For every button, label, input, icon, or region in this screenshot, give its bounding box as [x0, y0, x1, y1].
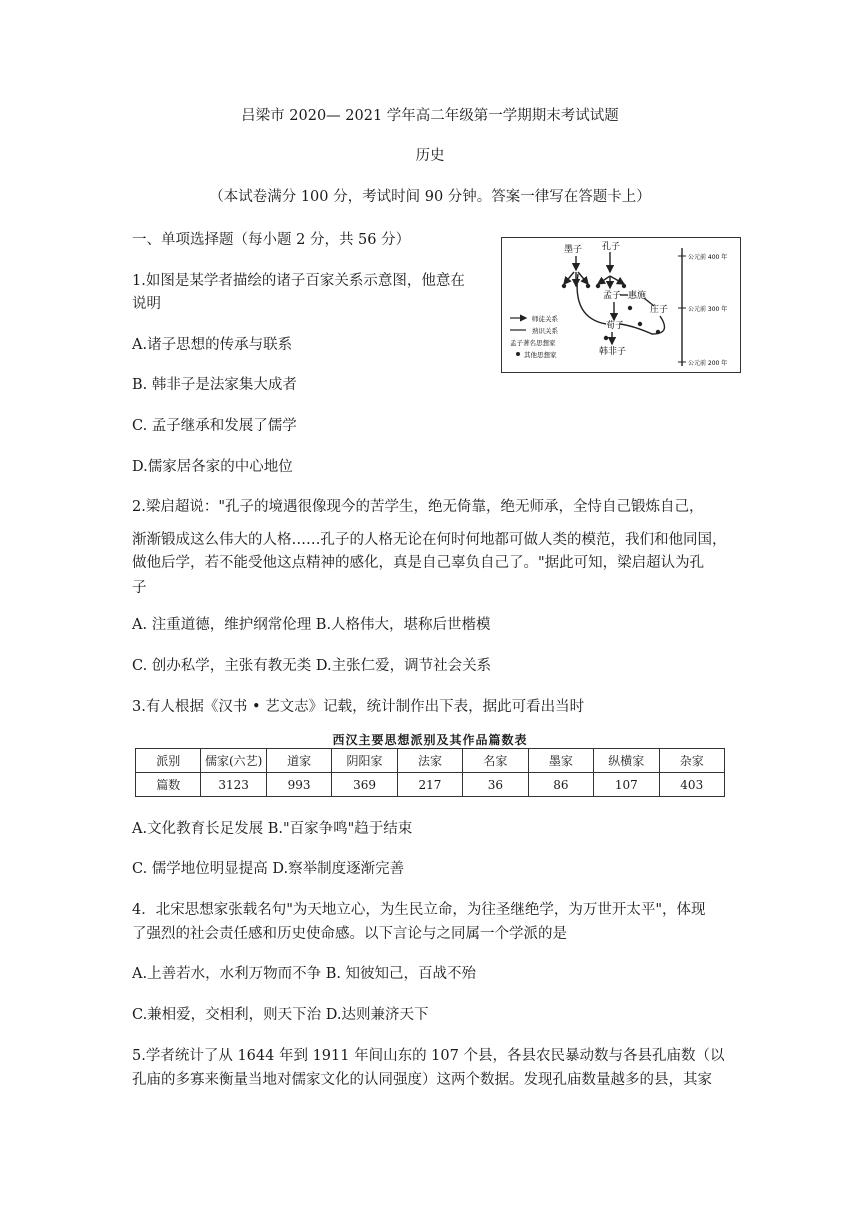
q3-table: [135, 748, 725, 797]
table-cell: 107: [594, 773, 659, 797]
node-hanfeizi: 韩非子: [599, 347, 627, 357]
q4-line2: 了强烈的社会责任感和历史使命感。以下言论与之同属一个学派的是: [132, 926, 567, 942]
q1-option-d: D.儒家居各家的中心地位: [132, 459, 293, 475]
legend-teacher-student: 师徒关系: [532, 315, 558, 323]
table-cell: 名家: [463, 749, 528, 773]
q2-line2: 渐渐锻成这么伟大的人格……孔子的人格无论在何时何地都可做人类的模范，我们和他同国，: [132, 532, 727, 548]
q3-stem: 3.有人根据《汉书 • 艺文志》记载，统计制作出下表，据此可看出当时: [132, 699, 585, 715]
table-header-row: [136, 749, 725, 773]
node-kongzi: 孔子: [602, 242, 621, 252]
q2-options-cd: C. 创办私学，主张有教无类 D.主张仁爱，调节社会关系: [132, 658, 492, 674]
q1-stem-line1: 1.如图是某学者描绘的诸子百家关系示意图，他意在: [132, 273, 465, 289]
node-huishi: 惠施: [628, 291, 647, 301]
node-mozi: 墨子: [564, 245, 583, 255]
table-cell: 403: [659, 773, 725, 797]
q1-option-b: B. 韩非子是法家集大成者: [132, 377, 297, 393]
subject-title: 历史: [415, 148, 445, 164]
q5-line1: 5.学者统计了从 1644 年到 1911 年间山东的 107 个县，各县农民暴动数与各县孔庙数（以: [132, 1048, 725, 1064]
q2-options-ab: A. 注重道德，维护纲常伦理 B.人格伟大，堪称后世楷模: [132, 617, 491, 633]
diagram-legend: [510, 314, 559, 359]
table-cell: 杂家: [659, 749, 725, 773]
q4-options-cd: C.兼相爱，交相利，则天下治 D.达则兼济天下: [132, 1007, 429, 1023]
q4-line1: 4．北宋思想家张载名句"为天地立心，为生民立命，为往圣继绝学，为万世开太平"，体现: [132, 902, 706, 918]
table-cell: 阴阳家: [332, 749, 397, 773]
timeline-300bc: 公元前 300 年: [688, 306, 728, 313]
q1-stem-line2: 说明: [132, 296, 161, 312]
q2-line4: 子: [132, 580, 147, 596]
table-cell: 36: [463, 773, 528, 797]
table-cell: 3123: [201, 773, 266, 797]
legend-acquaintance: 熟识关系: [532, 327, 558, 335]
q3-options-ab: A.文化教育长足发展 B."百家争鸣"趋于结束: [132, 821, 413, 837]
legend-mencius-famous: 孟子著名思想家: [510, 339, 556, 347]
table-cell: 86: [528, 773, 593, 797]
exam-title: 吕梁市 2020— 2021 学年高二年级第一学期期末考试试题: [241, 108, 619, 124]
q1-option-c: C. 孟子继承和发展了儒学: [132, 418, 297, 434]
table-cell: 993: [266, 773, 331, 797]
q1-option-a: A.诸子思想的传承与联系: [132, 337, 293, 353]
q2-line3: 做他后学，若不能受他这点精神的感化，真是自己辜负自己了。"据此可知，梁启超认为孔: [132, 555, 705, 571]
table-cell: 纵横家: [594, 749, 659, 773]
table-cell: 派别: [136, 749, 201, 773]
q2-line1: 2.梁启超说："孔子的境遇很像现今的苦学生，绝无倚靠，绝无师承，全恃自己锻炼自己，: [132, 499, 704, 515]
timeline-200bc: 公元前 200 年: [688, 360, 728, 367]
timeline-400bc: 公元前 400 年: [688, 254, 728, 261]
table-cell: 墨家: [528, 749, 593, 773]
node-zhuangzi: 庄子: [650, 305, 669, 315]
schools-relationship-diagram: [501, 237, 741, 373]
table-cell: 道家: [266, 749, 331, 773]
table-cell: 法家: [397, 749, 462, 773]
section-title: 一、单项选择题（每小题 2 分，共 56 分）: [132, 232, 411, 248]
table-row: [136, 773, 725, 797]
q3-table-title: 西汉主要思想派别及其作品篇数表: [332, 733, 528, 747]
table-cell: 369: [332, 773, 397, 797]
table-cell: 217: [397, 773, 462, 797]
legend-other: 其他思想家: [524, 351, 557, 359]
table-cell: 篇数: [136, 773, 201, 797]
table-cell: 儒家(六艺): [201, 749, 266, 773]
exam-note: （本试卷满分 100 分，考试时间 90 分钟。答案一律写在答题卡上）: [209, 189, 651, 205]
q4-options-ab: A.上善若水，水利万物而不争 B. 知彼知己，百战不殆: [132, 966, 477, 982]
node-xunzi: 荀子: [606, 321, 625, 331]
q5-line2: 孔庙的多寡来衡量当地对儒家文化的认同强度）这两个数据。发现孔庙数量越多的县，其家: [132, 1072, 712, 1088]
node-mengzi: 孟子: [603, 291, 622, 301]
timeline: [678, 248, 727, 367]
q3-options-cd: C. 儒学地位明显提高 D.察举制度逐渐完善: [132, 861, 405, 877]
